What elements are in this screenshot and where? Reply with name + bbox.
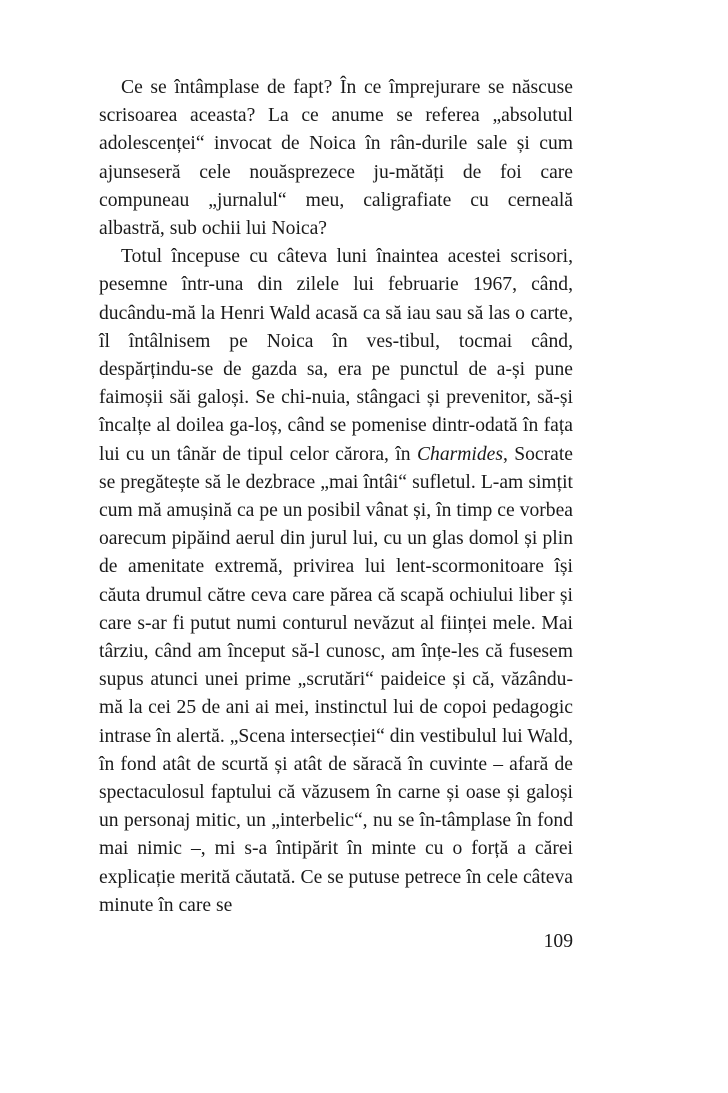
paragraph-2-text-part-2: , Socrate se pregătește să le dezbrace „mai întâi“ sufletul. L-am simțit cum mă amușină ca pe un posibil vânat și, în timp ce vorbea oarecum pipăind aerul din jurul lui, cu un glas domol și plin de amenitate extremă, privirea lui lent-scormonitoare își căuta drumul către ceva care părea că scapă ochiului liber și care s-ar fi putut numi conturul nevăzut al ființei mele. Mai târziu, când am început să-l cunosc, am înțe-les că fusesem supus atunci unei prime „scrutări“ paideice și că, văzându-mă la cei 25 de ani ai mei, instinctul lui de copoi pedagogic intrase în alertă. „Scena intersecției“ din vestibulul lui Wald, în fond atât de scurtă și atât de săracă în cuvinte – afară de spectaculosul faptului că văzusem în carne și oase și galoși un personaj mitic, un „interbelic“, nu se în-tâmplase în fond mai nimic –, mi s-a întipărit în minte cu o forță a cărei explicație merită căutată. Ce se putuse petrece în cele câteva minute în care se: [99, 443, 573, 916]
paragraph-2: [99, 243, 573, 920]
paragraph-1: [99, 74, 573, 243]
paragraph-2-text-part-1: Totul începuse cu câteva luni înaintea acestei scrisori, pesemne într-una din zilele lui februarie 1967, când, ducându-mă la Henri Wald acasă ca să iau sau să las o carte, îl întâlnisem pe Noica în ves-tibul, tocmai când, despărțindu-se de gazda sa, era pe punctul de a-și pune faimoșii săi galoși. Se chi-nuia, stângaci și prevenitor, să-și încalțe al doilea ga-loș, când se pomenise dintr-odată în fața lui cu un tânăr de tipul celor cărora, în: [99, 246, 573, 465]
book-title-charmides: Charmides: [416, 443, 503, 465]
paragraph-1-text: Ce se întâmplase de fapt? În ce împrejurare se născuse scrisoarea aceasta? La ce anume se referea „absolutul adolescenței“ invocat de Noica în rân-durile sale și cum ajunseseră cele nouăsprezece ju-mătăți de foi care compuneau „jurnalul“ meu, caligrafiate cu cerneală albastră, sub ochii lui Noica?: [99, 77, 573, 240]
body-text: [99, 74, 573, 920]
page-number: 109: [543, 931, 573, 952]
